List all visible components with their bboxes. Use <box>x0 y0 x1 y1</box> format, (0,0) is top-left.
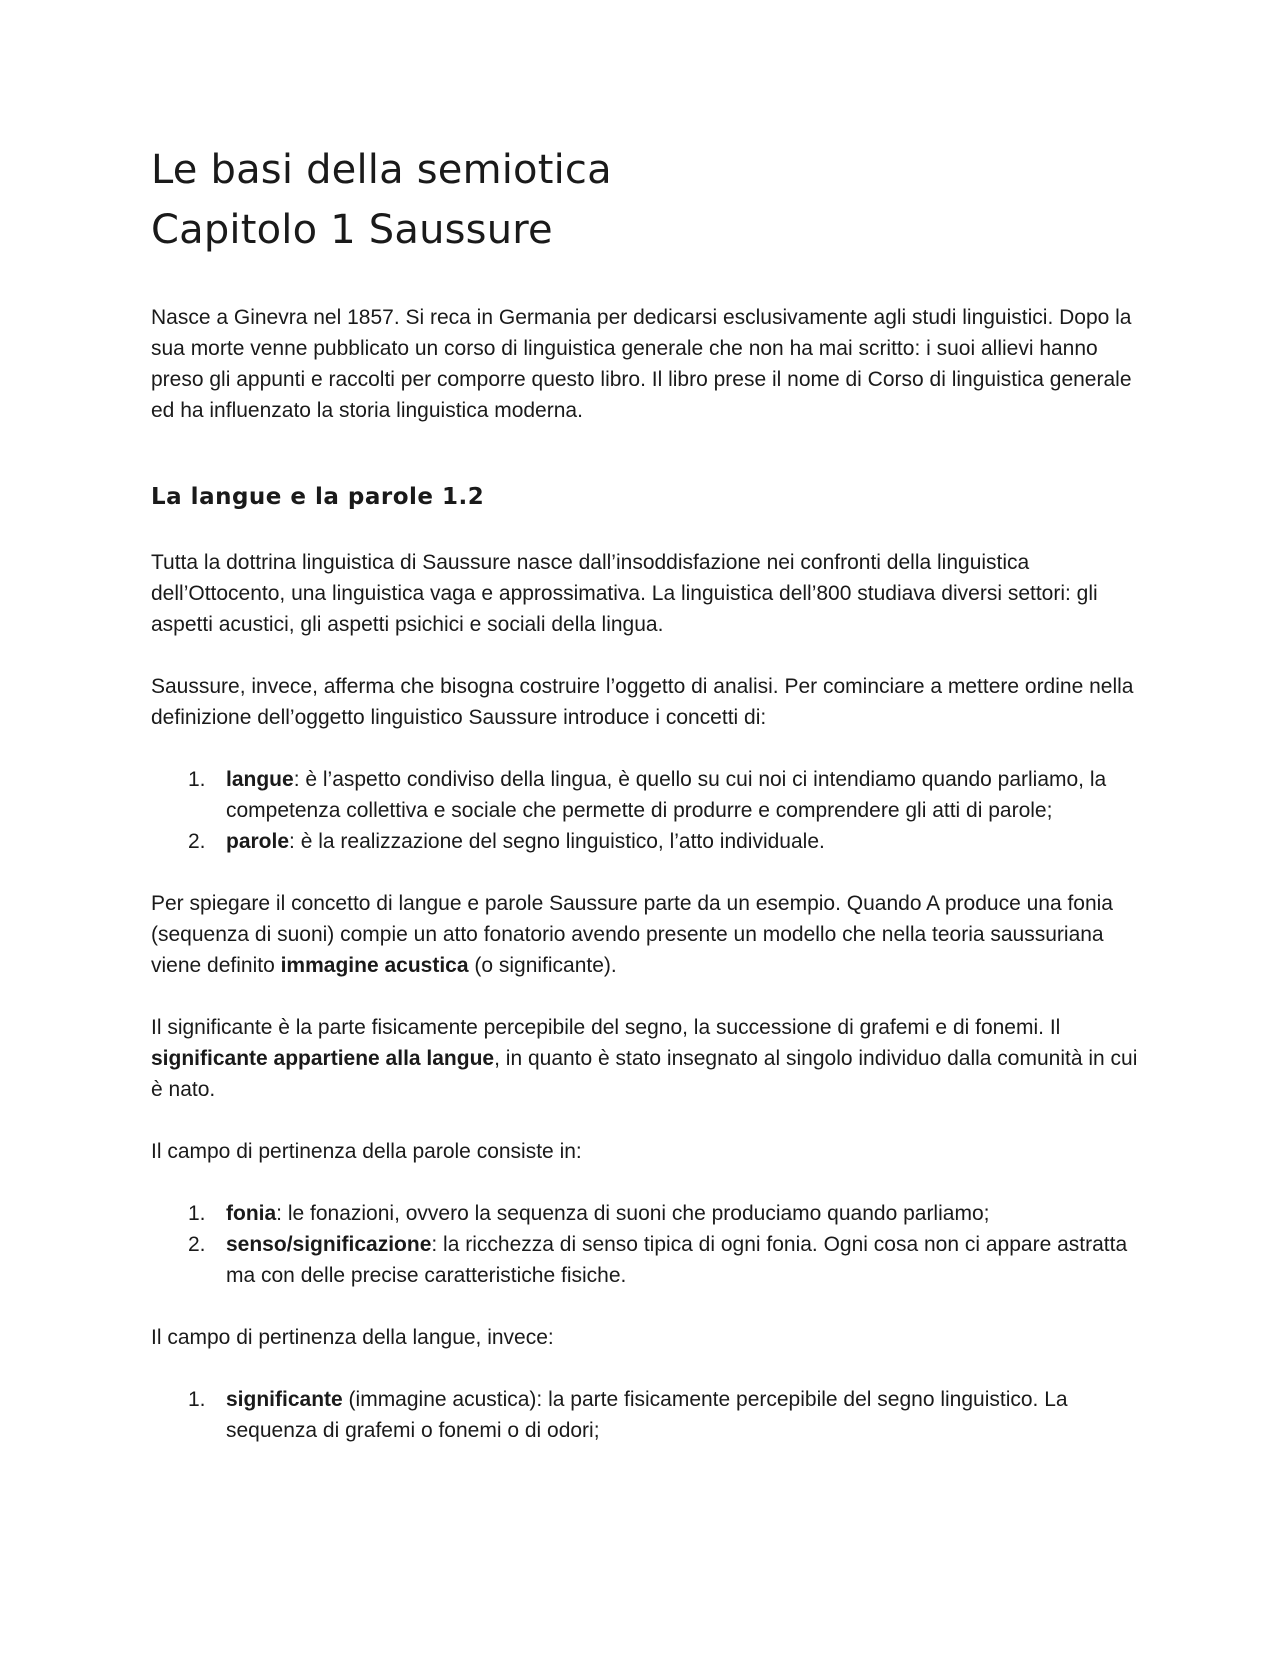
paragraph-3 <box>151 888 1141 981</box>
text-segment: , in quanto è stato insegnato al singolo individuo dalla comunità in cui è nato. <box>151 1047 1138 1101</box>
list-text: : è l’aspetto condiviso della lingua, è quello su cui noi ci intendiamo quando parliamo, la competenza collettiva e sociale che permette di produrre e comprendere gli atti di parole; <box>226 768 1107 822</box>
bold-term: significante appartiene alla langue <box>151 1047 495 1070</box>
text-segment: Il significante è la parte fisicamente percepibile del segno, la successione di grafemi e di fonemi. Il <box>151 1016 1061 1039</box>
list-item <box>188 1229 1141 1291</box>
title-line-1: Le basi della semiotica <box>151 147 612 193</box>
text-segment: Per spiegare il concetto di langue e parole Saussure parte da un esempio. Quando A produce una fonia (sequenza di suoni) compie un atto fonatorio avendo presente un modello che nella teoria saussuriana viene definito <box>151 892 1113 977</box>
parole-list <box>151 1198 1141 1291</box>
list-term: parole <box>226 830 290 853</box>
text-segment: (o significante). <box>468 954 617 977</box>
document-page <box>151 140 1141 1477</box>
list-text: (immagine acustica): la parte fisicamente percepibile del segno linguistico. La sequenza di grafemi o fonemi o di odori; <box>226 1388 1068 1442</box>
list-number: 1. <box>188 1388 206 1411</box>
paragraph-2: Saussure, invece, afferma che bisogna costruire l’oggetto di analisi. Per cominciare a mettere ordine nella definizione dell’oggetto linguistico Saussure introduce i concetti di: <box>151 675 1134 729</box>
list-item <box>188 764 1141 826</box>
list-term: langue <box>226 768 294 791</box>
section-heading: La langue e la parole 1.2 <box>151 484 485 510</box>
list-text: : è la realizzazione del segno linguistico, l’atto individuale. <box>289 830 825 853</box>
list-number: 1. <box>188 1202 206 1225</box>
list-number: 2. <box>188 1233 206 1256</box>
paragraph-6: Il campo di pertinenza della langue, invece: <box>151 1326 554 1349</box>
list-number: 1. <box>188 768 206 791</box>
list-item <box>188 1384 1141 1446</box>
list-term: fonia <box>226 1202 277 1225</box>
list-term: senso/significazione <box>226 1233 432 1256</box>
title-line-2: Capitolo 1 Saussure <box>151 207 553 253</box>
paragraph-5: Il campo di pertinenza della parole consiste in: <box>151 1140 582 1163</box>
bold-term: immagine acustica <box>280 954 469 977</box>
list-item <box>188 826 1141 857</box>
document-title <box>151 140 1141 260</box>
paragraph-1: Tutta la dottrina linguistica di Saussure nasce dall’insoddisfazione nei confronti della linguistica dell’Ottocento, una linguistica vaga e approssimativa. La linguistica dell’800 studiava diversi settori: gli aspetti acustici, gli aspetti psichici e sociali della lingua. <box>151 551 1098 636</box>
list-term: significante <box>226 1388 343 1411</box>
list-text: : le fonazioni, ovvero la sequenza di suoni che produciamo quando parliamo; <box>276 1202 990 1225</box>
list-number: 2. <box>188 830 206 853</box>
langue-list <box>151 1384 1141 1446</box>
list-item <box>188 1198 1141 1229</box>
paragraph-4 <box>151 1012 1141 1105</box>
concepts-list <box>151 764 1141 857</box>
intro-paragraph: Nasce a Ginevra nel 1857. Si reca in Germania per dedicarsi esclusivamente agli studi linguistici. Dopo la sua morte venne pubblicato un corso di linguistica generale che non ha mai scritto: i suoi allievi hanno preso gli appunti e raccolti per comporre questo libro. Il libro prese il nome di Corso di linguistica generale ed ha influenzato la storia linguistica moderna. <box>151 306 1132 422</box>
list-text: : la ricchezza di senso tipica di ogni fonia. Ogni cosa non ci appare astratta ma con delle precise caratteristiche fisiche. <box>226 1233 1128 1287</box>
